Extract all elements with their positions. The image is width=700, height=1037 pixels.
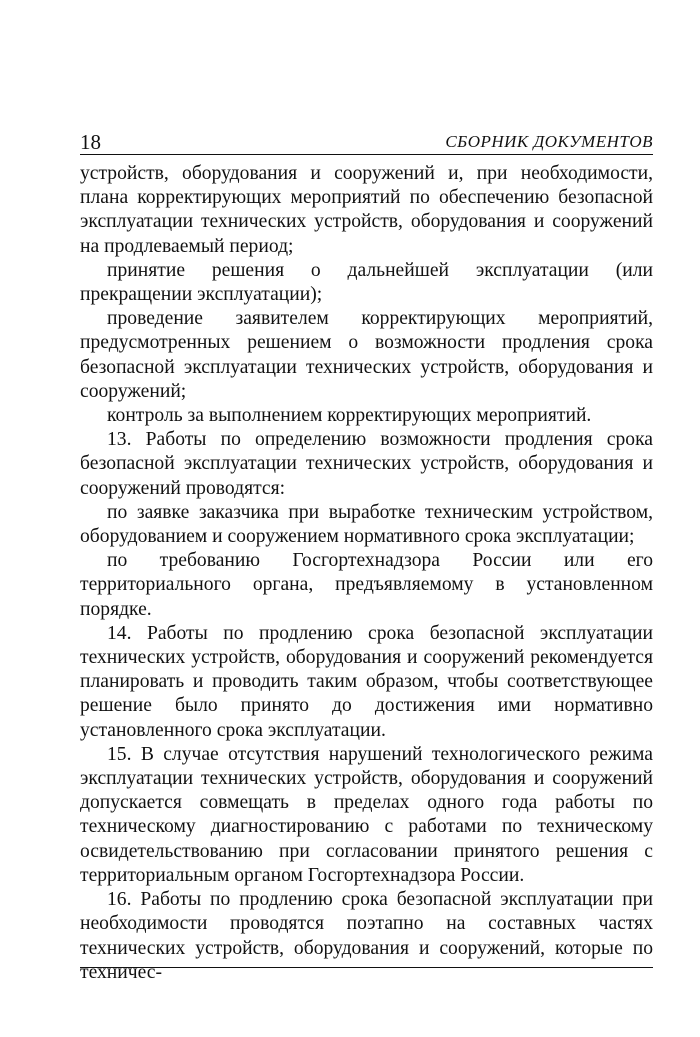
paragraph-item-13: 13. Работы по определению возможности продления срока безопасной эксплуатации технических устройств, оборудования и сооружений проводятся: — [80, 429, 653, 499]
paragraph-item-14: 14. Работы по продлению срока безопасной эксплуатации технических устройств, оборудования и сооружений рекомендуется планировать и проводить таким образом, чтобы соответствующее решение было принято до достижения ими нормативно установленного срока эксплуатации. — [80, 622, 653, 741]
paragraph: по заявке заказчика при выработке техническим устройством, оборудованием и сооружением нормативного срока эксплуатации; — [80, 501, 653, 548]
paragraph-item-16: 16. Работы по продлению срока безопасной эксплуатации при необходимости проводятся поэтапно на составных частях технических устройств, оборудования и сооружений, которые по техничес- — [80, 889, 653, 983]
body-text — [80, 162, 653, 985]
paragraph: контроль за выполнением корректирующих мероприятий. — [107, 405, 592, 427]
running-title: СБОРНИК ДОКУМЕНТОВ — [445, 132, 653, 151]
paragraph-item-15: 15. В случае отсутствия нарушений технологического режима эксплуатации технических устройств, оборудования и сооружений допускается совмещать в пределах одного года работы по техническому диагностированию с работами по техническому освидетельствованию при согласовании принятого решения с территориальным органом Госгортехнадзора России. — [80, 743, 653, 886]
page-header — [80, 126, 653, 155]
paragraph: проведение заявителем корректирующих мероприятий, предусмотренных решением о возможности продления срока безопасной эксплуатации технических устройств, оборудования и сооружений; — [80, 308, 653, 402]
paragraph: по требованию Госгортехнадзора России или его территориального органа, предъявляемому в установленном порядке. — [80, 550, 653, 620]
paragraph: принятие решения о дальнейшей эксплуатации (или прекращении эксплуатации); — [80, 259, 653, 306]
paragraph-continuation: устройств, оборудования и сооружений и, при необходимости, плана корректирующих мероприятий по обеспечению безопасной эксплуатации технических устройств, оборудования и сооружений на продлеваемый период; — [80, 163, 653, 257]
page-number: 18 — [80, 130, 101, 154]
footer-divider — [80, 967, 653, 968]
